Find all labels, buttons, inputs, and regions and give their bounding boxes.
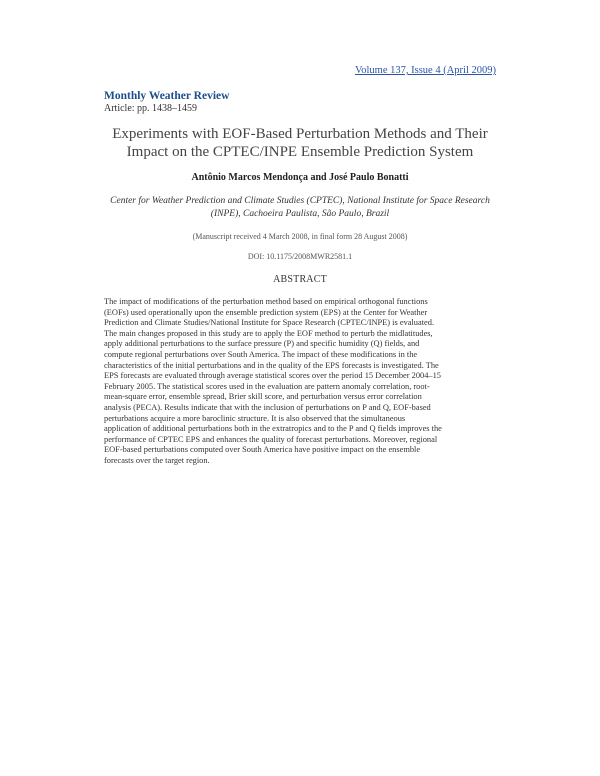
abstract-line: analysis (PECA). Results indicate that with the inclusion of perturbations on P and Q, EOF-based — [104, 402, 431, 412]
abstract-line: compute regional perturbations over South America. The impact of these modifications in the — [104, 349, 418, 359]
affiliation-line: (INPE), Cachoeira Paulista, São Paulo, Brazil — [210, 209, 390, 219]
abstract-line: apply additional perturbations to the surface pressure (P) and specific humidity (Q) fields, and — [104, 339, 420, 349]
paper-title — [104, 125, 496, 161]
abstract-line: (EOFs) used operationally upon the ensemble prediction system (EPS) at the Center for Weather — [104, 307, 428, 317]
abstract-line: The impact of modifications of the perturbation method based on empirical orthogonal functions — [104, 297, 428, 306]
paper-title-line: Impact on the CPTEC/INPE Ensemble Prediction System — [126, 144, 474, 160]
journal-name: Monthly Weather Review — [104, 90, 230, 102]
paper-title-line: Experiments with EOF-Based Perturbation Methods and Their — [112, 126, 488, 142]
affiliation — [104, 195, 496, 221]
abstract-line: performance of CPTEC EPS and enhances the quality of forecast perturbations. Moreover, regional — [104, 434, 438, 444]
abstract-line: forecasts over the target region. — [104, 455, 210, 465]
abstract-line: mean-square error, ensemble spread, Brier skill score, and perturbation versus error correlation — [104, 392, 422, 402]
abstract-body — [104, 297, 500, 467]
authors: Antônio Marcos Mendonça and José Paulo Bonatti — [191, 172, 409, 183]
abstract-line: The main changes proposed in this study are to apply the EOF method to perturb the midlatitudes, — [104, 328, 433, 338]
volume-issue-link[interactable]: Volume 137, Issue 4 (April 2009) — [355, 65, 496, 76]
affiliation-line: Center for Weather Prediction and Climate Studies (CPTEC), National Institute for Space Research — [110, 196, 490, 206]
abstract-heading: ABSTRACT — [273, 274, 327, 285]
manuscript-dates: (Manuscript received 4 March 2008, in final form 28 August 2008) — [192, 232, 408, 241]
abstract-line: Prediction and Climate Studies/National Institute for Space Research (CPTEC/INPE) is evaluated. — [104, 318, 435, 328]
abstract-line: February 2005. The statistical scores used in the evaluation are pattern anomaly correlation, root- — [104, 381, 430, 391]
abstract-line: EOF-based perturbations computed over South America have positive impact on the ensemble — [104, 445, 421, 455]
doi: DOI: 10.1175/2008MWR2581.1 — [247, 252, 353, 261]
abstract-line: EPS forecasts are evaluated through average statistical scores over the period 15 December 2004–15 — [104, 371, 441, 381]
article-pages: Article: pp. 1438–1459 — [104, 103, 198, 114]
abstract-line: perturbations acquire a more baroclinic structure. It is also observed that the simultaneous — [104, 413, 406, 423]
abstract-line: characteristics of the initial perturbations and in the quality of the EPS forecasts is investigated. The — [104, 360, 439, 370]
abstract-line: application of additional perturbations both in the extratropics and to the P and Q fields improves the — [104, 424, 442, 434]
